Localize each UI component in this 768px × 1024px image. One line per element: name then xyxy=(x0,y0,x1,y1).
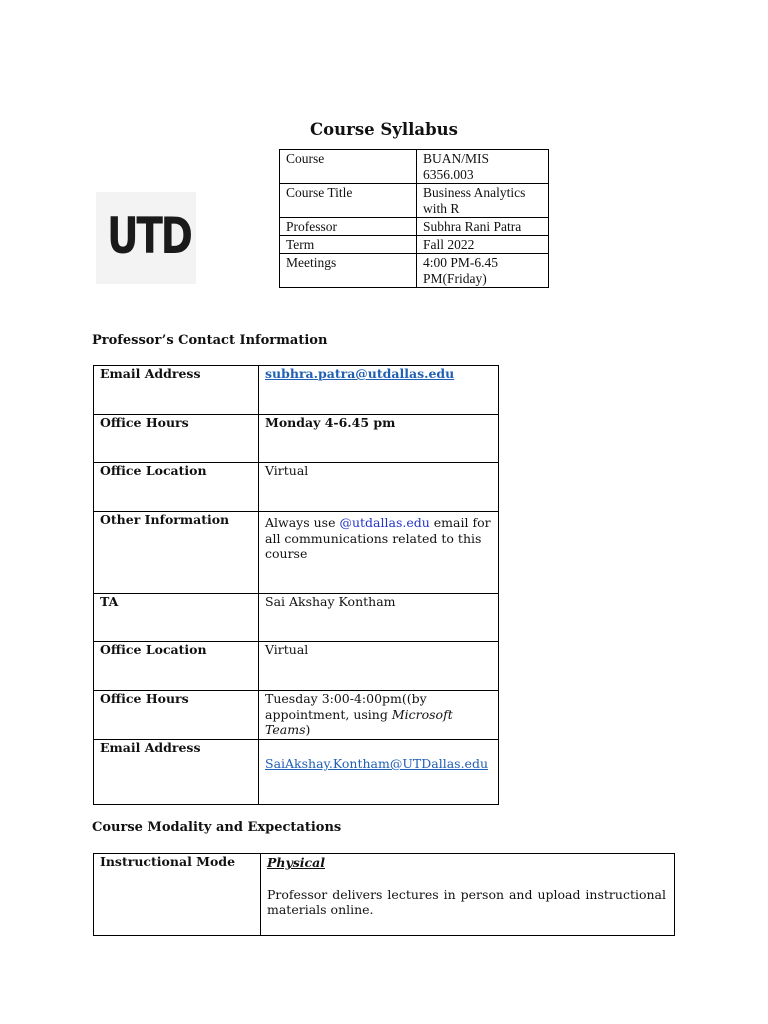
instructional-mode-value xyxy=(261,854,675,936)
mode-name: Physical xyxy=(267,855,325,870)
other-info-suffix: email for all communications related to this course xyxy=(265,515,491,561)
course-label: Course xyxy=(280,150,417,184)
course-title-row xyxy=(280,184,549,218)
office-hours-row xyxy=(94,415,499,463)
other-information-row xyxy=(94,512,499,594)
professor-label: Professor xyxy=(280,218,417,236)
ta-label: TA xyxy=(94,594,259,642)
ta-email-cell xyxy=(259,740,499,805)
ta-email-label: Email Address xyxy=(94,740,259,805)
ta-email-row xyxy=(94,740,499,805)
instructional-mode-row xyxy=(94,854,675,936)
ta-email-link[interactable]: SaiAkshay.Kontham@UTDallas.edu xyxy=(265,756,488,771)
term-label: Term xyxy=(280,236,417,254)
email-label: Email Address xyxy=(94,366,259,415)
contact-heading: Professor’s Contact Information xyxy=(92,333,328,348)
ta-office-hours-value xyxy=(259,691,499,740)
course-value: BUAN/MIS 6356.003 xyxy=(417,150,549,184)
ta-office-hours-row xyxy=(94,691,499,740)
course-title-label: Course Title xyxy=(280,184,417,218)
term-row xyxy=(280,236,549,254)
office-location-value: Virtual xyxy=(259,463,499,512)
contact-table xyxy=(93,365,499,805)
utd-logo xyxy=(96,192,196,284)
mode-description: Professor delivers lectures in person and upload instructional materials online. xyxy=(267,886,666,917)
office-location-row xyxy=(94,463,499,512)
other-info-prefix: Always use xyxy=(265,515,340,530)
course-title-value: Business Analytics with R xyxy=(417,184,549,218)
office-hours-label: Office Hours xyxy=(94,415,259,463)
other-information-value xyxy=(259,512,499,594)
ta-office-location-label: Office Location xyxy=(94,642,259,691)
ta-value: Sai Akshay Kontham xyxy=(259,594,499,642)
modality-table xyxy=(93,853,675,936)
ta-office-hours-label: Office Hours xyxy=(94,691,259,740)
office-location-label: Office Location xyxy=(94,463,259,512)
ta-hours-prefix: Tuesday 3:00-4:00pm((by appointment, using xyxy=(265,691,427,722)
utd-logo-text: UTD xyxy=(107,207,191,265)
course-info-table xyxy=(279,149,549,288)
professor-email-link[interactable]: subhra.patra@utdallas.edu xyxy=(265,366,455,381)
office-hours-value: Monday 4-6.45 pm xyxy=(259,415,499,463)
instructional-mode-label: Instructional Mode xyxy=(94,854,261,936)
meetings-value: 4:00 PM-6.45 PM(Friday) xyxy=(417,254,549,288)
modality-heading: Course Modality and Expectations xyxy=(92,820,342,835)
other-info-domain: @utdallas.edu xyxy=(339,515,430,530)
ta-hours-suffix: ) xyxy=(305,722,311,737)
course-row xyxy=(280,150,549,184)
term-value: Fall 2022 xyxy=(417,236,549,254)
meetings-label: Meetings xyxy=(280,254,417,288)
meetings-row xyxy=(280,254,549,288)
email-row xyxy=(94,366,499,415)
ta-office-location-value: Virtual xyxy=(259,642,499,691)
professor-row xyxy=(280,218,549,236)
document-title: Course Syllabus xyxy=(310,120,458,139)
ta-office-location-row xyxy=(94,642,499,691)
professor-value: Subhra Rani Patra xyxy=(417,218,549,236)
ta-row xyxy=(94,594,499,642)
ta-hours-app: Microsoft Teams xyxy=(265,706,453,737)
other-information-label: Other Information xyxy=(94,512,259,594)
